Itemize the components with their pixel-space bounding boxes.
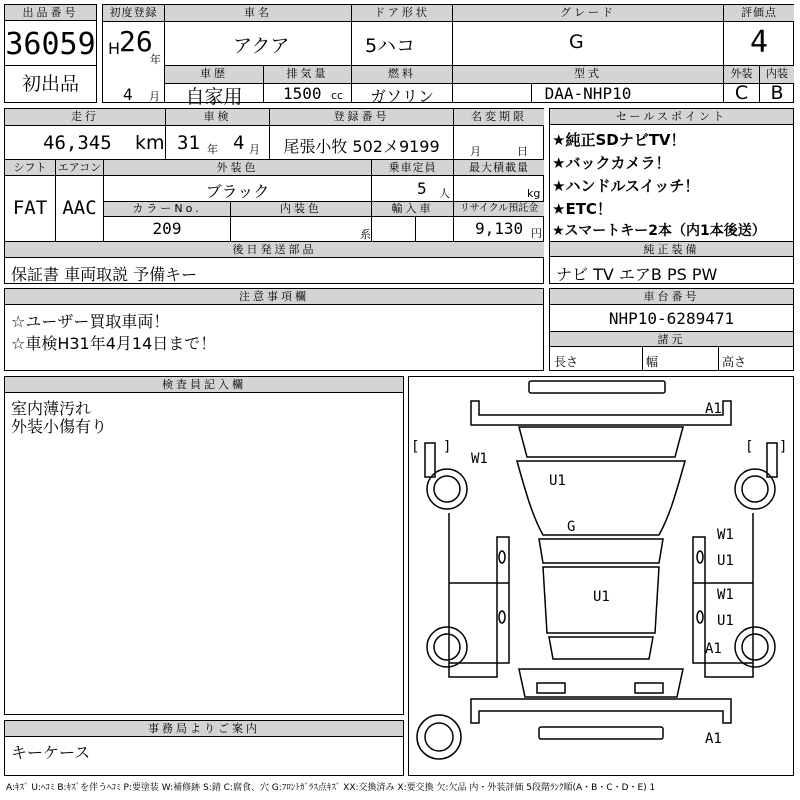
chassis-value: NHP10-6289471 — [608, 309, 735, 328]
fuel-label: 燃料 — [352, 66, 452, 83]
name-change-month: 月 — [470, 145, 481, 158]
door-value: 5ハコ — [365, 35, 416, 57]
fuel-value: ガソリン — [369, 87, 434, 106]
grade-value: G — [569, 31, 584, 53]
displacement-label: 排気量 — [264, 66, 351, 83]
int-grade-label: 内装 — [760, 66, 794, 83]
capacity-label: 乗車定員 — [372, 160, 453, 175]
legend: A:ｷｽﾞ U:ﾍｺﾐ B:ｷｽﾞを伴うﾍｺﾐ P:要塗装 W:補修跡 S:錆 C:腐食、穴 G:ﾌﾛﾝﾄｶﾞﾗｽ点ｷｽﾞ XX:交換済み X:要交換 欠:欠品 内・外装評価 5段階ﾗﾝｸ順(A・B・C・D・E) 1 — [6, 783, 656, 793]
recycle-unit: 円 — [531, 227, 542, 240]
damage-mark-a1: A1 — [705, 641, 722, 657]
car-name-label: 車名 — [165, 5, 351, 21]
office-box — [4, 720, 404, 776]
rating-label: 評価点 — [724, 5, 794, 21]
history-label: 車歴 — [165, 66, 263, 83]
sales-point: ★ETC！ — [552, 200, 612, 218]
later-parts-label: 後日発送部品 — [5, 242, 544, 257]
recycle-value: 9,130 — [475, 219, 524, 238]
damage-mark-a1: A1 — [705, 731, 722, 747]
dims-length: 長さ — [554, 355, 579, 369]
damage-diagram — [408, 376, 794, 776]
first-reg-label: 初度登録 — [103, 5, 164, 21]
color-no-label: カラーNo. — [104, 202, 230, 216]
plate-value: 尾張小牧 502メ9199 — [283, 137, 440, 156]
ext-grade-value: C — [734, 82, 749, 104]
notes-line: ☆車検H31年4月14日まで！ — [11, 334, 217, 353]
inspector-box — [4, 376, 404, 715]
sales-point: ★スマートキー2本（内1本後送） — [552, 223, 766, 239]
genuine-equip-value: ナビ TV エアB PS PW — [556, 265, 718, 284]
mileage-unit: km — [135, 132, 165, 154]
inspector-line: 室内薄汚れ — [11, 399, 92, 418]
ext-color-label: 外装色 — [104, 160, 371, 175]
max-load-label: 最大積載量 — [454, 160, 544, 175]
chassis-box — [549, 288, 794, 371]
max-load-unit: kg — [527, 187, 541, 200]
first-reg-year-unit: 年 — [150, 53, 161, 66]
car-name-value: アクア — [233, 35, 290, 57]
later-parts-value: 保証書 車両取説 予備キー — [11, 265, 198, 284]
notes-label: 注意事項欄 — [5, 289, 543, 305]
ext-grade-label: 外装 — [724, 66, 759, 83]
mileage-value: 46,345 — [43, 132, 112, 154]
inspection-year-unit: 年 — [207, 143, 218, 156]
int-grade-value: B — [770, 82, 784, 104]
grade-label: グレード — [453, 5, 723, 21]
int-color-label: 内装色 — [231, 202, 371, 216]
int-color-unit: 系 — [360, 228, 371, 241]
name-change-label: 名変期限 — [454, 109, 544, 125]
notes-line: ☆ユーザー買取車両！ — [11, 312, 170, 331]
inspection-year: 31 — [177, 132, 200, 154]
color-no-value: 209 — [152, 219, 182, 238]
door-label: ドア形状 — [352, 5, 452, 21]
model-value: DAA-NHP10 — [544, 84, 632, 103]
first-reg-era: H — [108, 39, 121, 58]
shift-value: FAT — [12, 197, 48, 219]
notes-box — [4, 288, 544, 371]
dims-height: 高さ — [722, 355, 747, 369]
top-table — [102, 4, 794, 108]
left-bracket-close: ] — [443, 439, 452, 455]
sales-point: ★ハンドルスイッチ！ — [552, 177, 700, 195]
car-outline-diagram — [409, 377, 793, 775]
inspector-line: 外装小傷有り — [11, 417, 108, 436]
right-bracket-open: [ — [745, 439, 754, 455]
damage-mark-g: G — [567, 519, 576, 535]
aircon-label: エアコン — [57, 161, 102, 174]
lot-status: 初出品 — [21, 73, 79, 95]
chassis-label: 車台番号 — [550, 289, 793, 305]
office-label: 事務局よりご案内 — [5, 721, 403, 737]
import-label: 輸入車 — [372, 202, 453, 216]
name-change-day: 日 — [517, 145, 528, 158]
first-reg-year: 26 — [119, 25, 153, 58]
model-label: 型式 — [453, 66, 723, 83]
displacement-value: 1500 — [283, 84, 322, 103]
inspection-month: 4 — [233, 132, 245, 154]
left-bracket-open: [ — [411, 439, 420, 455]
inspection-label: 車検 — [166, 109, 269, 125]
damage-mark-w1: W1 — [717, 527, 734, 543]
sales-point: ★バックカメラ！ — [552, 154, 671, 172]
damage-mark-u1: U1 — [593, 589, 610, 605]
first-reg-month: 4 — [123, 85, 133, 104]
shift-label: シフト — [5, 160, 55, 175]
damage-mark-a1: A1 — [705, 401, 722, 417]
lot-number: 36059 — [5, 27, 96, 62]
damage-mark-u1: U1 — [549, 473, 566, 489]
lot-box — [4, 4, 97, 103]
sales-points-label: セールスポイント — [550, 109, 793, 125]
plate-label: 登録番号 — [270, 109, 453, 125]
sales-point: ★純正SDナビTV！ — [552, 131, 686, 149]
rating-value: 4 — [749, 25, 769, 60]
right-bracket-close: ] — [779, 439, 788, 455]
dims-label: 諸元 — [550, 332, 793, 347]
damage-mark-w1: W1 — [471, 451, 488, 467]
genuine-equip-label: 純正装備 — [550, 242, 793, 257]
aircon-value: AAC — [62, 197, 97, 219]
mileage-label: 走行 — [5, 109, 165, 125]
damage-mark-u1: U1 — [717, 553, 734, 569]
damage-mark-w1: W1 — [717, 587, 734, 603]
office-value: キーケース — [11, 743, 91, 762]
displacement-unit: cc — [331, 89, 344, 102]
spec-table — [4, 108, 544, 284]
sales-points-box — [549, 108, 794, 284]
ext-color-value: ブラック — [205, 182, 270, 201]
lot-label: 出品番号 — [5, 5, 96, 21]
first-reg-month-unit: 月 — [149, 90, 160, 103]
capacity-unit: 人 — [439, 187, 450, 200]
damage-mark-u1: U1 — [717, 613, 734, 629]
inspector-label: 検査員記入欄 — [5, 377, 403, 393]
capacity-value: 5 — [417, 179, 427, 198]
dims-width: 幅 — [646, 355, 659, 369]
history-value: 自家用 — [185, 86, 243, 108]
recycle-label: リサイクル預託金 — [454, 202, 544, 216]
inspection-month-unit: 月 — [249, 143, 260, 156]
